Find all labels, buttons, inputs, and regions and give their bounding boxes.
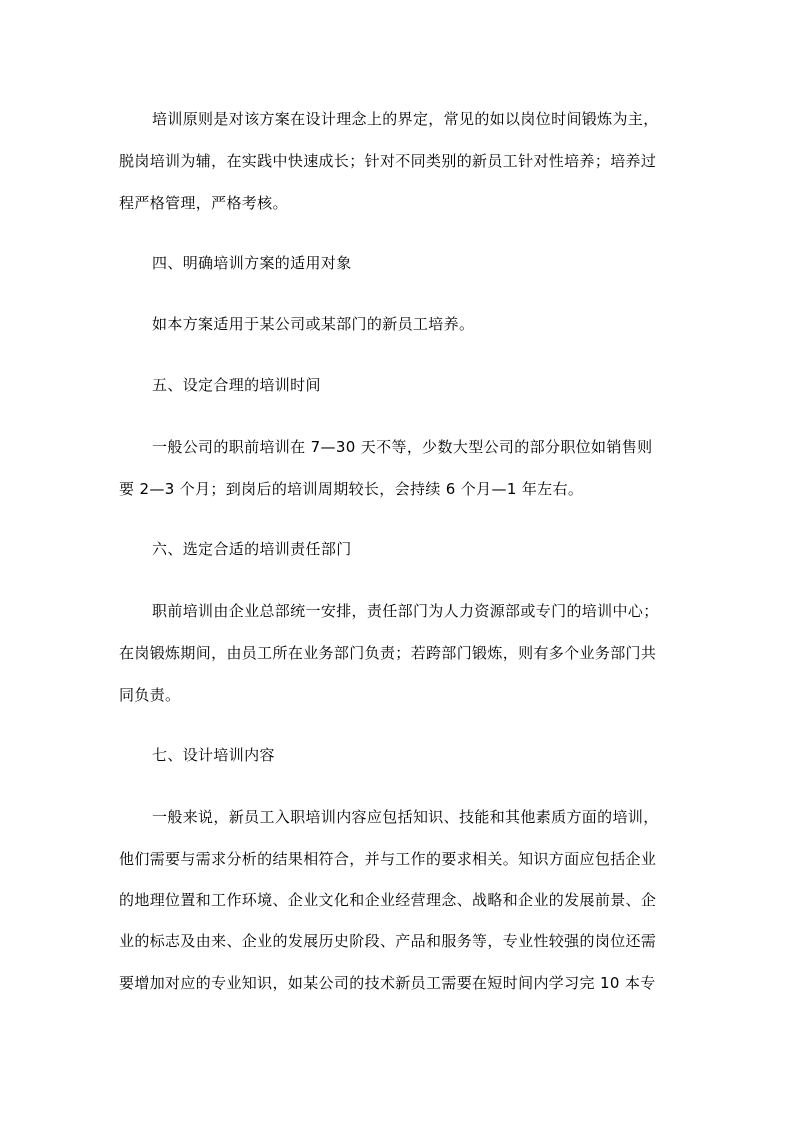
text-line: 他们需要与需求分析的结果相符合，并与工作的要求相关。知识方面应包括企业 bbox=[119, 850, 657, 868]
section-heading: 七、设计培训内容 bbox=[152, 746, 275, 764]
section-heading: 六、选定合适的培训责任部门 bbox=[152, 540, 352, 558]
text-line: 如本方案适用于某公司或某部门的新员工培养。 bbox=[152, 315, 475, 333]
text-line: 一般来说，新员工入职培训内容应包括知识、技能和其他素质方面的培训， bbox=[152, 808, 659, 826]
text-line: 的地理位置和工作环境、企业文化和企业经营理念、战略和企业的发展前景、企 bbox=[119, 891, 657, 909]
text-line: 在岗锻炼期间，由员工所在业务部门负责；若跨部门锻炼，则有多个业务部门共 bbox=[119, 644, 657, 662]
text-line: 脱岗培训为辅，在实践中快速成长；针对不同类别的新员工针对性培养；培养过 bbox=[119, 152, 657, 170]
text-line: 业的标志及由来、企业的发展历史阶段、产品和服务等，专业性较强的岗位还需 bbox=[119, 932, 657, 950]
text-line: 培训原则是对该方案在设计理念上的界定，常见的如以岗位时间锻炼为主， bbox=[152, 110, 659, 128]
text-line: 一般公司的职前培训在 7—30 天不等，少数大型公司的部分职位如销售则 bbox=[152, 438, 653, 456]
text-line: 同负责。 bbox=[119, 686, 181, 704]
text-line: 职前培训由企业总部统一安排，责任部门为人力资源部或专门的培训中心； bbox=[152, 602, 659, 620]
text-line: 要 2—3 个月；到岗后的培训周期较长，会持续 6 个月—1 年左右。 bbox=[119, 480, 584, 498]
text-line: 要增加对应的专业知识，如某公司的技术新员工需要在短时间内学习完 10 本专 bbox=[119, 974, 656, 992]
section-heading: 五、设定合理的培训时间 bbox=[152, 376, 321, 394]
text-line: 程严格管理，严格考核。 bbox=[119, 194, 288, 212]
section-heading: 四、明确培训方案的适用对象 bbox=[152, 254, 352, 272]
